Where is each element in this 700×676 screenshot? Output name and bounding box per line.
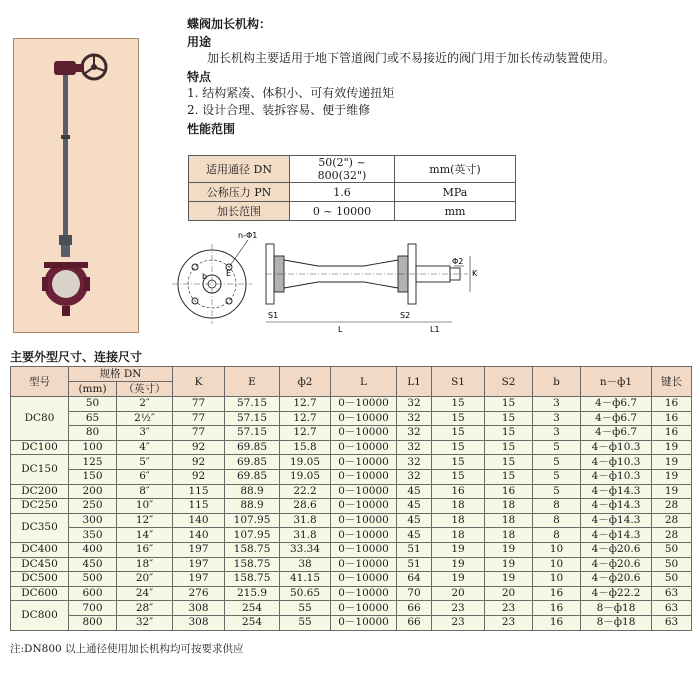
cell-l1: 45 <box>397 499 432 514</box>
cell-mm: 450 <box>69 557 117 572</box>
table-row <box>11 397 692 412</box>
perf-unit: mm(英寸) <box>395 156 516 183</box>
cell-l: 0－10000 <box>331 557 397 572</box>
cell-inch: 2½″ <box>117 411 173 426</box>
section-title: 主要外型尺寸、连接尺寸 <box>10 350 143 364</box>
header-e: E <box>225 367 280 397</box>
cell-b: 3 <box>533 397 581 412</box>
table-row <box>11 557 692 572</box>
cell-phi2: 19.05 <box>280 469 331 484</box>
usage-text: 加长机构主要适用于地下管道阀门或不易接近的阀门用于加长传动装置使用。 <box>207 51 616 65</box>
cell-mm: 50 <box>69 397 117 412</box>
header-mm: (mm) <box>69 382 117 397</box>
cell-l1: 64 <box>397 572 432 587</box>
table-row <box>11 572 692 587</box>
cell-k: 92 <box>173 469 225 484</box>
cell-l1: 51 <box>397 557 432 572</box>
header-spec: 规格 DN <box>69 367 173 382</box>
header-inch: （英寸） <box>117 382 173 397</box>
table-row <box>11 513 692 528</box>
usage-heading: 用途 <box>187 35 212 49</box>
header-row <box>11 367 692 382</box>
cell-model: DC200 <box>11 484 69 499</box>
table-row <box>11 455 692 470</box>
cell-l1: 32 <box>397 455 432 470</box>
info-block <box>187 16 687 137</box>
cell-l1: 66 <box>397 615 432 630</box>
cell-l1: 32 <box>397 426 432 441</box>
cell-mm: 500 <box>69 572 117 587</box>
cell-l: 0－10000 <box>331 542 397 557</box>
product-photo <box>13 38 139 333</box>
perf-label: 适用通径 DN <box>189 156 290 183</box>
perf-value: 0 ~ 10000 <box>290 202 395 221</box>
cell-l: 0－10000 <box>331 499 397 514</box>
cell-mm: 150 <box>69 469 117 484</box>
cell-b: 3 <box>533 411 581 426</box>
cell-mm: 80 <box>69 426 117 441</box>
valve-extension-illustration <box>14 39 138 332</box>
cell-key: 16 <box>652 397 692 412</box>
perf-row <box>189 202 516 221</box>
cell-s1: 18 <box>432 513 485 528</box>
table-row <box>11 542 692 557</box>
cell-l: 0－10000 <box>331 513 397 528</box>
cell-key: 19 <box>652 440 692 455</box>
cell-nphi: 4－ф6.7 <box>581 411 652 426</box>
cell-mm: 700 <box>69 601 117 616</box>
cell-inch: 8″ <box>117 484 173 499</box>
cell-l: 0－10000 <box>331 484 397 499</box>
cell-model: DC150 <box>11 455 69 484</box>
table-row <box>11 615 692 630</box>
cell-e: 158.75 <box>225 557 280 572</box>
cell-phi2: 12.7 <box>280 426 331 441</box>
perf-unit: MPa <box>395 183 516 202</box>
cell-key: 50 <box>652 542 692 557</box>
cell-e: 107.95 <box>225 513 280 528</box>
cell-b: 16 <box>533 615 581 630</box>
cell-b: 10 <box>533 542 581 557</box>
cell-model: DC500 <box>11 572 69 587</box>
cell-key: 28 <box>652 528 692 543</box>
cell-k: 77 <box>173 397 225 412</box>
label-e: E <box>226 269 232 278</box>
cell-nphi: 8－ф18 <box>581 601 652 616</box>
cell-key: 16 <box>652 411 692 426</box>
cell-nphi: 4－ф6.7 <box>581 397 652 412</box>
perf-value: 1.6 <box>290 183 395 202</box>
cell-phi2: 12.7 <box>280 397 331 412</box>
cell-s2: 15 <box>485 469 533 484</box>
cell-s2: 20 <box>485 586 533 601</box>
cell-inch: 10″ <box>117 499 173 514</box>
cell-phi2: 31.8 <box>280 513 331 528</box>
cell-b: 16 <box>533 586 581 601</box>
label-phi2: Φ2 <box>452 257 464 266</box>
cell-l: 0－10000 <box>331 411 397 426</box>
cell-inch: 14″ <box>117 528 173 543</box>
cell-mm: 250 <box>69 499 117 514</box>
cell-nphi: 4－ф14.3 <box>581 499 652 514</box>
cell-mm: 350 <box>69 528 117 543</box>
cell-mm: 100 <box>69 440 117 455</box>
table-row <box>11 499 692 514</box>
header-model: 型号 <box>11 367 69 397</box>
cell-l1: 45 <box>397 484 432 499</box>
cell-b: 5 <box>533 484 581 499</box>
cell-k: 197 <box>173 542 225 557</box>
cell-s1: 15 <box>432 455 485 470</box>
table-row <box>11 528 692 543</box>
label-s2: S2 <box>400 311 411 320</box>
perf-label: 加长范围 <box>189 202 290 221</box>
cell-l1: 51 <box>397 542 432 557</box>
cell-nphi: 4－ф14.3 <box>581 513 652 528</box>
cell-b: 8 <box>533 513 581 528</box>
table-row <box>11 484 692 499</box>
cell-l1: 66 <box>397 601 432 616</box>
cell-phi2: 31.8 <box>280 528 331 543</box>
perf-value: 50(2") ~ 800(32") <box>290 156 395 183</box>
cell-nphi: 8－ф18 <box>581 615 652 630</box>
cell-b: 10 <box>533 572 581 587</box>
cell-s2: 19 <box>485 557 533 572</box>
cell-l: 0－10000 <box>331 586 397 601</box>
cell-b: 8 <box>533 528 581 543</box>
cell-s2: 16 <box>485 484 533 499</box>
cell-e: 57.15 <box>225 397 280 412</box>
cell-mm: 800 <box>69 615 117 630</box>
range-heading: 性能范围 <box>187 122 236 136</box>
table-row <box>11 426 692 441</box>
cell-key: 63 <box>652 615 692 630</box>
cell-k: 92 <box>173 440 225 455</box>
label-s1: S1 <box>268 311 279 320</box>
cell-inch: 4″ <box>117 440 173 455</box>
cell-e: 215.9 <box>225 586 280 601</box>
cell-nphi: 4－ф10.3 <box>581 469 652 484</box>
cell-s1: 15 <box>432 397 485 412</box>
cell-mm: 300 <box>69 513 117 528</box>
cell-phi2: 33.34 <box>280 542 331 557</box>
cell-inch: 16″ <box>117 542 173 557</box>
label-l1: L1 <box>430 325 440 334</box>
cell-l: 0－10000 <box>331 601 397 616</box>
cell-nphi: 4－ф20.6 <box>581 542 652 557</box>
technical-drawing <box>168 226 480 338</box>
cell-nphi: 4－ф10.3 <box>581 455 652 470</box>
table-row <box>11 411 692 426</box>
cell-s2: 19 <box>485 542 533 557</box>
cell-b: 8 <box>533 499 581 514</box>
cell-model: DC800 <box>11 601 69 630</box>
cell-e: 57.15 <box>225 426 280 441</box>
cell-key: 19 <box>652 484 692 499</box>
label-b: b <box>202 272 208 281</box>
cell-b: 5 <box>533 455 581 470</box>
header-l1: L1 <box>397 367 432 397</box>
cell-k: 308 <box>173 601 225 616</box>
cell-phi2: 55 <box>280 601 331 616</box>
cell-s2: 18 <box>485 499 533 514</box>
cell-nphi: 4－ф22.2 <box>581 586 652 601</box>
cell-inch: 2″ <box>117 397 173 412</box>
cell-s2: 18 <box>485 513 533 528</box>
cell-inch: 18″ <box>117 557 173 572</box>
cell-nphi: 4－ф6.7 <box>581 426 652 441</box>
cell-s1: 16 <box>432 484 485 499</box>
cell-key: 50 <box>652 557 692 572</box>
cell-s1: 19 <box>432 542 485 557</box>
cell-model: DC600 <box>11 586 69 601</box>
label-k: K <box>472 269 478 278</box>
cell-e: 158.75 <box>225 572 280 587</box>
cell-model: DC250 <box>11 499 69 514</box>
cell-l: 0－10000 <box>331 615 397 630</box>
header-key-length: 键长 <box>652 367 692 397</box>
cell-phi2: 50.65 <box>280 586 331 601</box>
cell-k: 308 <box>173 615 225 630</box>
cell-mm: 600 <box>69 586 117 601</box>
cell-model: DC80 <box>11 397 69 441</box>
cell-mm: 200 <box>69 484 117 499</box>
cell-phi2: 12.7 <box>280 411 331 426</box>
features-heading: 特点 <box>187 70 212 84</box>
cell-e: 57.15 <box>225 411 280 426</box>
cell-b: 16 <box>533 601 581 616</box>
cell-k: 197 <box>173 572 225 587</box>
cell-l1: 45 <box>397 513 432 528</box>
cell-e: 69.85 <box>225 455 280 470</box>
cell-key: 50 <box>652 572 692 587</box>
cell-s2: 19 <box>485 572 533 587</box>
cell-model: DC400 <box>11 542 69 557</box>
cell-inch: 5″ <box>117 455 173 470</box>
cell-k: 140 <box>173 528 225 543</box>
cell-e: 88.9 <box>225 484 280 499</box>
cell-key: 19 <box>652 469 692 484</box>
cell-k: 115 <box>173 484 225 499</box>
cell-s1: 18 <box>432 528 485 543</box>
cell-key: 19 <box>652 455 692 470</box>
cell-l: 0－10000 <box>331 572 397 587</box>
header-s1: S1 <box>432 367 485 397</box>
cell-l1: 32 <box>397 411 432 426</box>
header-b: b <box>533 367 581 397</box>
cell-s2: 15 <box>485 440 533 455</box>
cell-s1: 15 <box>432 469 485 484</box>
feature-item: 1. 结构紧凑、体积小、可有效传递扭矩 <box>187 86 395 100</box>
cell-b: 5 <box>533 440 581 455</box>
header-s2: S2 <box>485 367 533 397</box>
cell-e: 69.85 <box>225 469 280 484</box>
cell-e: 69.85 <box>225 440 280 455</box>
cell-s1: 19 <box>432 557 485 572</box>
cell-l: 0－10000 <box>331 469 397 484</box>
cell-s1: 20 <box>432 586 485 601</box>
cell-inch: 24″ <box>117 586 173 601</box>
label-l: L <box>338 325 343 334</box>
footnote: 注:DN800 以上通径使用加长机构均可按要求供应 <box>10 643 244 655</box>
cell-k: 276 <box>173 586 225 601</box>
cell-b: 3 <box>533 426 581 441</box>
cell-phi2: 19.05 <box>280 455 331 470</box>
cell-s1: 15 <box>432 440 485 455</box>
cell-l1: 32 <box>397 469 432 484</box>
cell-s2: 15 <box>485 426 533 441</box>
cell-s2: 23 <box>485 601 533 616</box>
performance-table <box>188 155 516 221</box>
cell-phi2: 41.15 <box>280 572 331 587</box>
perf-row <box>189 156 516 183</box>
cell-s2: 15 <box>485 411 533 426</box>
cell-s2: 23 <box>485 615 533 630</box>
cell-nphi: 4－ф14.3 <box>581 528 652 543</box>
cell-key: 16 <box>652 426 692 441</box>
cell-k: 77 <box>173 411 225 426</box>
cell-key: 28 <box>652 513 692 528</box>
cell-e: 158.75 <box>225 542 280 557</box>
cell-nphi: 4－ф20.6 <box>581 572 652 587</box>
cell-k: 77 <box>173 426 225 441</box>
cell-model: DC450 <box>11 557 69 572</box>
cell-s2: 15 <box>485 455 533 470</box>
cell-l1: 45 <box>397 528 432 543</box>
header-phi2: ф2 <box>280 367 331 397</box>
perf-label: 公称压力 PN <box>189 183 290 202</box>
cell-mm: 65 <box>69 411 117 426</box>
cell-phi2: 28.6 <box>280 499 331 514</box>
cell-mm: 125 <box>69 455 117 470</box>
header-l: L <box>331 367 397 397</box>
cell-e: 254 <box>225 615 280 630</box>
cell-phi2: 55 <box>280 615 331 630</box>
perf-unit: mm <box>395 202 516 221</box>
page-title: 蝶阀加长机构： <box>187 17 272 31</box>
cell-inch: 6″ <box>117 469 173 484</box>
cell-k: 197 <box>173 557 225 572</box>
cell-s1: 15 <box>432 411 485 426</box>
cell-l: 0－10000 <box>331 426 397 441</box>
cell-s1: 19 <box>432 572 485 587</box>
cell-nphi: 4－ф10.3 <box>581 440 652 455</box>
cell-mm: 400 <box>69 542 117 557</box>
cell-model: DC100 <box>11 440 69 455</box>
cell-phi2: 22.2 <box>280 484 331 499</box>
cell-phi2: 38 <box>280 557 331 572</box>
cell-s1: 15 <box>432 426 485 441</box>
cell-l1: 32 <box>397 440 432 455</box>
cell-l: 0－10000 <box>331 455 397 470</box>
label-n-phi1: n-Φ1 <box>238 231 258 240</box>
cell-b: 10 <box>533 557 581 572</box>
cell-model: DC350 <box>11 513 69 542</box>
cell-e: 88.9 <box>225 499 280 514</box>
cell-k: 140 <box>173 513 225 528</box>
cell-e: 254 <box>225 601 280 616</box>
cell-nphi: 4－ф14.3 <box>581 484 652 499</box>
cell-s1: 18 <box>432 499 485 514</box>
header-n-phi1: n－ф1 <box>581 367 652 397</box>
cell-key: 63 <box>652 586 692 601</box>
cell-b: 5 <box>533 469 581 484</box>
perf-row <box>189 183 516 202</box>
cell-l: 0－10000 <box>331 528 397 543</box>
table-row <box>11 469 692 484</box>
cell-inch: 12″ <box>117 513 173 528</box>
cell-inch: 32″ <box>117 615 173 630</box>
table-row <box>11 440 692 455</box>
cell-l1: 32 <box>397 397 432 412</box>
cell-l1: 70 <box>397 586 432 601</box>
table-row <box>11 586 692 601</box>
cell-inch: 3″ <box>117 426 173 441</box>
table-row <box>11 601 692 616</box>
cell-s2: 15 <box>485 397 533 412</box>
cell-phi2: 15.8 <box>280 440 331 455</box>
cell-nphi: 4－ф20.6 <box>581 557 652 572</box>
cell-s2: 18 <box>485 528 533 543</box>
cell-key: 28 <box>652 499 692 514</box>
cell-l: 0－10000 <box>331 397 397 412</box>
cell-s1: 23 <box>432 615 485 630</box>
cell-k: 92 <box>173 455 225 470</box>
feature-item: 2. 设计合理、装拆容易、便于维修 <box>187 103 371 117</box>
dimensions-table <box>10 366 692 631</box>
cell-inch: 28″ <box>117 601 173 616</box>
cell-e: 107.95 <box>225 528 280 543</box>
cell-k: 115 <box>173 499 225 514</box>
cell-l: 0－10000 <box>331 440 397 455</box>
table-body <box>11 397 692 631</box>
cell-key: 63 <box>652 601 692 616</box>
cell-s1: 23 <box>432 601 485 616</box>
header-k: K <box>173 367 225 397</box>
cell-inch: 20″ <box>117 572 173 587</box>
